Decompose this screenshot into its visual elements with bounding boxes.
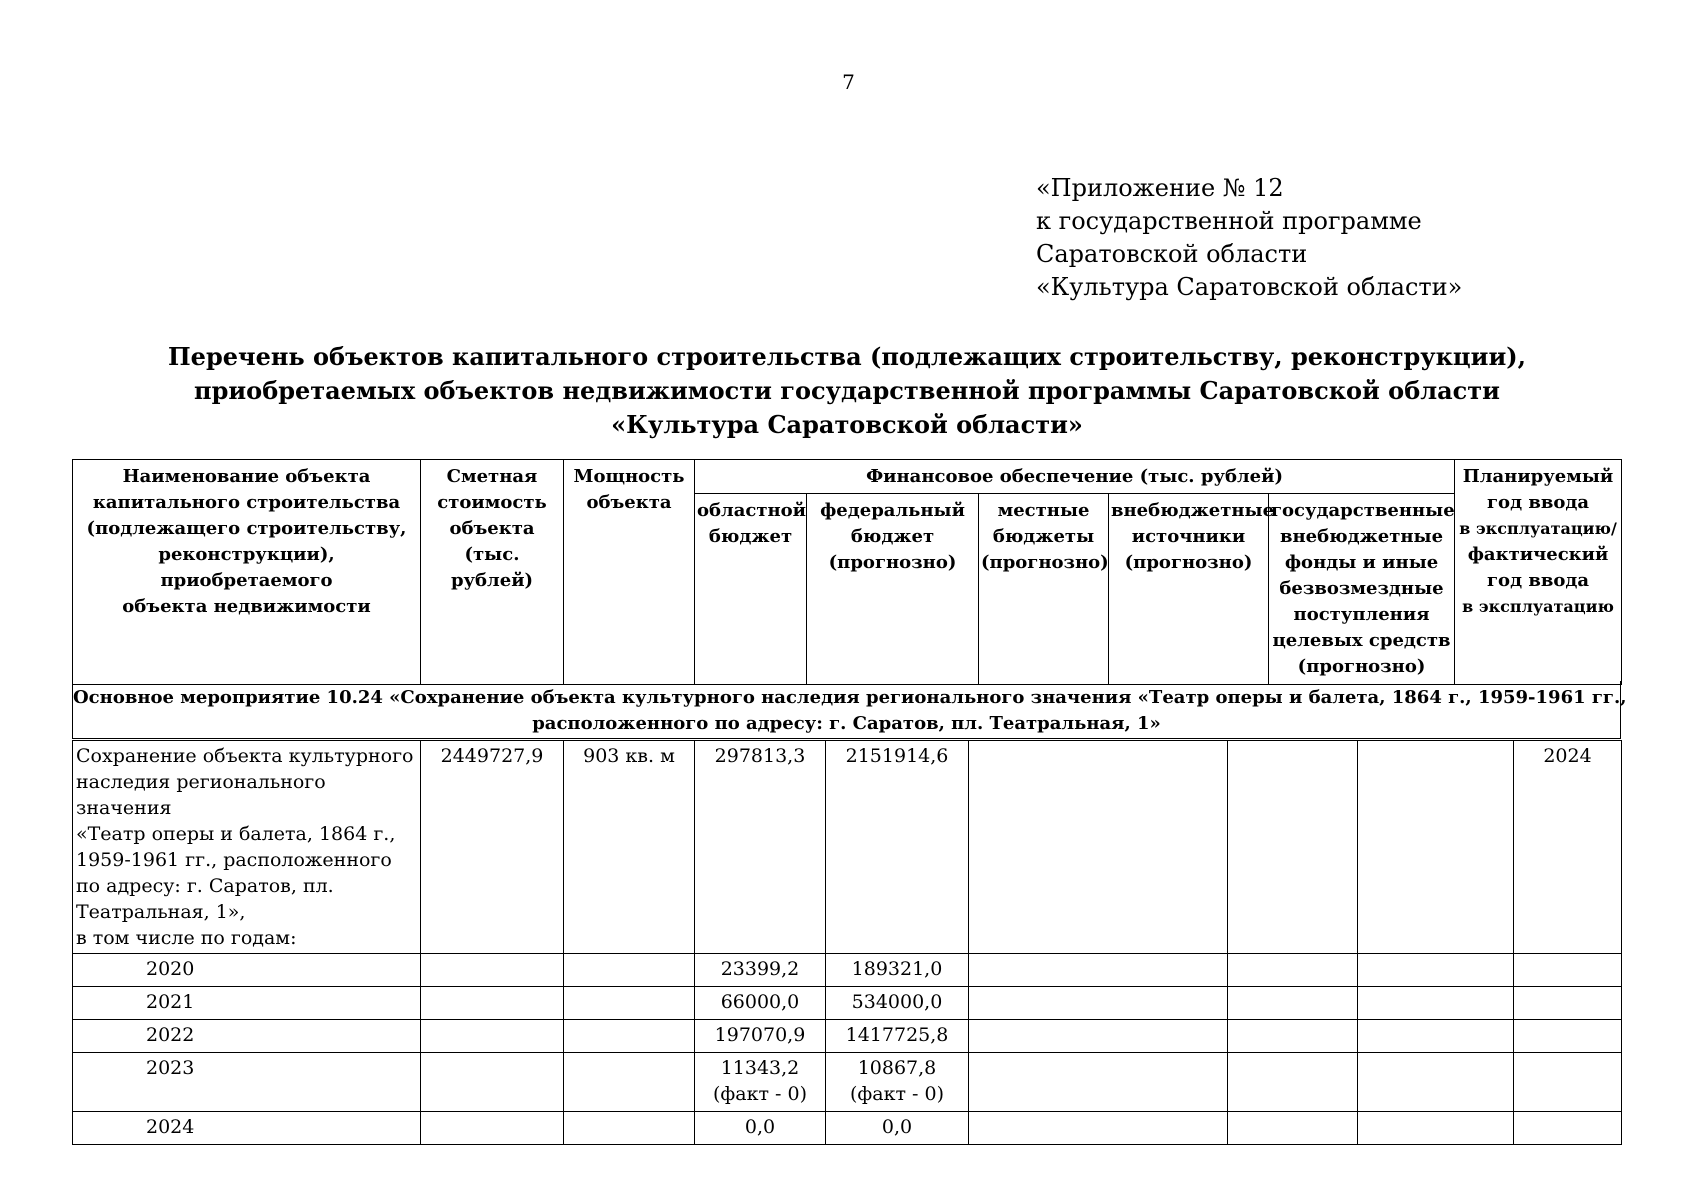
appendix-line: Саратовской области	[1036, 240, 1308, 268]
fact-note: (факт - 0)	[850, 1083, 944, 1105]
title-line: приобретаемых объектов недвижимости государственной программы Саратовской области	[194, 376, 1500, 405]
federal-cell: 534000,0	[826, 987, 969, 1020]
object-name-cell: Сохранение объекта культурного наследия регионального значения «Театр оперы и балета, 1864 г., 1959-1961 гг., расположенного по адресу: г. Саратов, пл. Театральная, 1», в том числе по годам:	[73, 741, 421, 954]
header-financing: Финансовое обеспечение (тыс. рублей)	[695, 460, 1455, 494]
planned-year-cell: 2024	[1514, 741, 1622, 954]
federal-cell: 189321,0	[826, 954, 969, 987]
year-cell: 2020	[73, 954, 421, 987]
table-row	[73, 1020, 1622, 1053]
regional-cell: 66000,0	[695, 987, 826, 1020]
main-event-text: расположенного по адресу: г. Саратов, пл. Театральная, 1»	[532, 713, 1161, 734]
header-federal-budget: федеральный бюджет (прогнозно)	[807, 494, 979, 685]
table-row	[73, 741, 1622, 954]
federal-cell: 2151914,6	[826, 741, 969, 954]
header-planned-year: Планируемый год ввода в эксплуатацию/ фактический год ввода в эксплуатацию	[1455, 460, 1622, 685]
year-cell: 2023	[73, 1053, 421, 1112]
year-cell: 2021	[73, 987, 421, 1020]
appendix-line: к государственной программе	[1036, 207, 1422, 235]
table-row	[73, 1112, 1622, 1145]
appendix-line: «Культура Саратовской области»	[1036, 273, 1463, 301]
title-line: «Культура Саратовской области»	[611, 410, 1083, 439]
year-cell: 2022	[73, 1020, 421, 1053]
extrabudget-cell	[1228, 741, 1358, 954]
header-local-budgets: местные бюджеты (прогнозно)	[979, 494, 1109, 685]
regional-cell: 11343,2 (факт - 0)	[695, 1053, 826, 1112]
year-cell: 2024	[73, 1112, 421, 1145]
main-event-text: Основное мероприятие 10.24 «Сохранение объекта культурного наследия регионального значения «Театр оперы и балета, 1864 г., 1959-1961 гг.,	[73, 687, 1627, 708]
regional-cell: 297813,3	[695, 741, 826, 954]
header-regional-budget: областной бюджет	[695, 494, 807, 685]
table-row	[73, 1053, 1622, 1112]
federal-cell: 1417725,8	[826, 1020, 969, 1053]
title-line: Перечень объектов капитального строительства (подлежащих строительству, реконструкции),	[168, 342, 1526, 371]
table-row	[73, 954, 1622, 987]
header-capacity: Мощность объекта	[564, 460, 695, 685]
page-number: 7	[842, 70, 855, 94]
table-row	[73, 987, 1622, 1020]
cost-cell: 2449727,9	[421, 741, 564, 954]
regional-cell: 23399,2	[695, 954, 826, 987]
federal-cell: 10867,8 (факт - 0)	[826, 1053, 969, 1112]
table-body	[72, 740, 1622, 1145]
appendix-line: «Приложение № 12	[1036, 174, 1284, 202]
table-header	[72, 459, 1622, 685]
regional-cell: 197070,9	[695, 1020, 826, 1053]
header-state-funds: государственные внебюджетные фонды и иные безвозмездные поступления целевых средств (прогнозно)	[1269, 494, 1455, 685]
federal-cell: 0,0	[826, 1112, 969, 1145]
header-estimated-cost: Сметная стоимость объекта (тыс. рублей)	[421, 460, 564, 685]
appendix-note	[1036, 172, 1462, 304]
fact-note: (факт - 0)	[713, 1083, 807, 1105]
state-funds-cell	[1358, 741, 1514, 954]
main-event-row	[72, 681, 1627, 739]
regional-cell: 0,0	[695, 1112, 826, 1145]
header-object-name: Наименование объекта капитального строительства (подлежащего строительству, реконструкции), приобретаемого объекта недвижимости	[73, 460, 421, 685]
local-cell	[969, 741, 1228, 954]
document-title	[72, 340, 1622, 442]
capacity-cell: 903 кв. м	[564, 741, 695, 954]
header-extrabudgetary: внебюджетные источники (прогнозно)	[1109, 494, 1269, 685]
